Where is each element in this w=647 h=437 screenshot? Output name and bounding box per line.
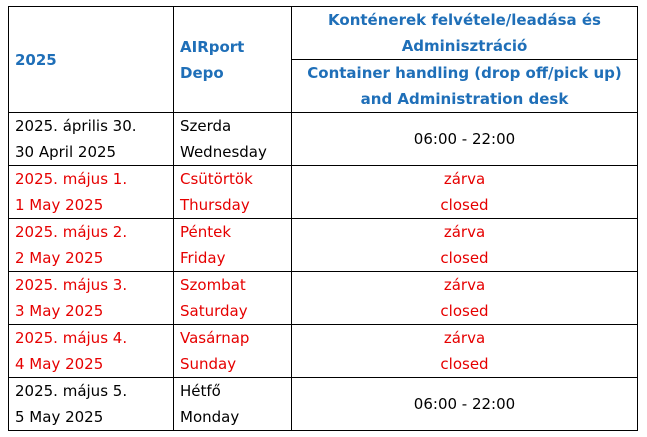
day-hu: Hétfő [180, 382, 221, 400]
location-header [174, 7, 292, 113]
day-cell [174, 113, 292, 166]
opening-hours-table [8, 6, 638, 431]
date-en: 5 May 2025 [15, 408, 104, 426]
opening-hours: 06:00 - 22:00 [413, 395, 516, 413]
day-hu: Csütörtök [180, 170, 253, 188]
header-row [9, 7, 638, 60]
date-hu: 2025. április 30. [15, 117, 137, 135]
date-en: 2 May 2025 [15, 249, 104, 267]
date-en: 1 May 2025 [15, 196, 104, 214]
day-cell [174, 219, 292, 272]
day-en: Wednesday [180, 143, 267, 161]
status-hu: zárva [443, 223, 486, 241]
date-hu: 2025. május 1. [15, 170, 128, 188]
day-en: Sunday [180, 355, 237, 373]
status-en: closed [440, 355, 489, 373]
status-hu: zárva [443, 329, 486, 347]
date-hu: 2025. május 4. [15, 329, 128, 347]
location-header-line1: AIRport [180, 37, 245, 56]
status-en: closed [440, 302, 489, 320]
date-cell [9, 113, 174, 166]
date-cell [9, 166, 174, 219]
location-header-line2: Depo [180, 63, 224, 82]
status-cell [292, 272, 638, 325]
day-en: Saturday [180, 302, 248, 320]
status-cell [292, 325, 638, 378]
status-hu: zárva [443, 276, 486, 294]
date-cell [9, 272, 174, 325]
day-cell [174, 325, 292, 378]
day-en: Monday [180, 408, 240, 426]
status-cell [292, 219, 638, 272]
table-row [9, 166, 638, 219]
table-row [9, 325, 638, 378]
table-row [9, 272, 638, 325]
day-hu: Péntek [180, 223, 232, 241]
date-hu: 2025. május 5. [15, 382, 128, 400]
opening-hours: 06:00 - 22:00 [413, 130, 516, 148]
status-en: closed [440, 196, 489, 214]
service-header-hu [292, 7, 638, 60]
year-header: 2025 [9, 7, 174, 113]
service-en-line1: Container handling (drop off/pick up) [307, 64, 622, 82]
hours-cell [292, 378, 638, 431]
service-hu-line1: Konténerek felvétele/leadása és [328, 11, 601, 29]
date-cell [9, 378, 174, 431]
status-hu: zárva [443, 170, 486, 188]
date-en: 30 April 2025 [15, 143, 117, 161]
day-cell [174, 166, 292, 219]
hours-cell [292, 113, 638, 166]
day-en: Thursday [180, 196, 250, 214]
service-hu-line2: Adminisztráció [401, 37, 528, 55]
date-hu: 2025. május 2. [15, 223, 128, 241]
date-cell [9, 325, 174, 378]
date-en: 4 May 2025 [15, 355, 104, 373]
service-en-line2: and Administration desk [360, 90, 569, 108]
day-cell [174, 378, 292, 431]
table-row [9, 219, 638, 272]
status-en: closed [440, 249, 489, 267]
date-cell [9, 219, 174, 272]
day-hu: Vasárnap [180, 329, 250, 347]
service-header-en [292, 60, 638, 113]
day-en: Friday [180, 249, 226, 267]
table-row [9, 378, 638, 431]
day-hu: Szerda [180, 117, 232, 135]
day-hu: Szombat [180, 276, 246, 294]
status-cell [292, 166, 638, 219]
table-row [9, 113, 638, 166]
day-cell [174, 272, 292, 325]
date-en: 3 May 2025 [15, 302, 104, 320]
date-hu: 2025. május 3. [15, 276, 128, 294]
